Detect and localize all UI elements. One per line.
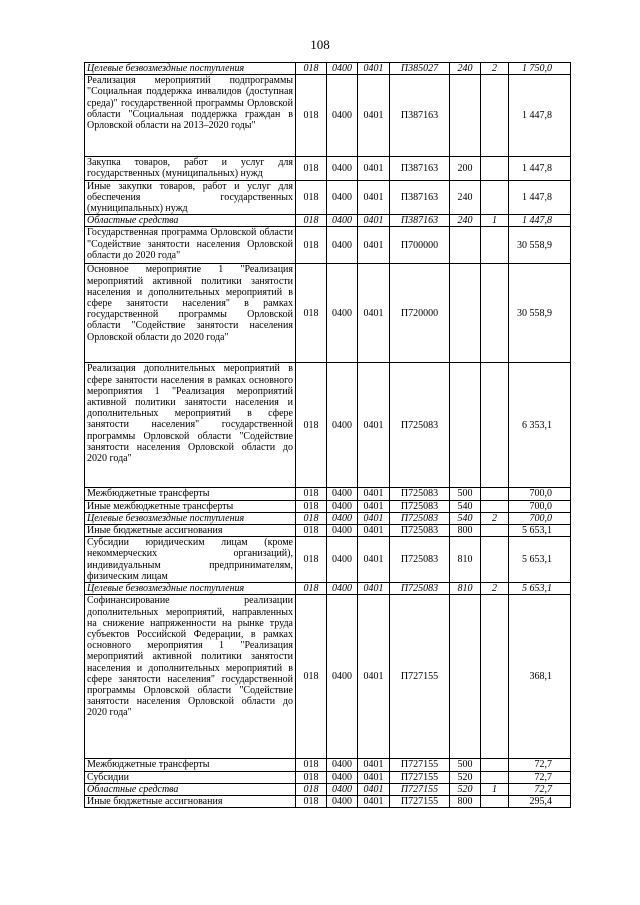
table-row: [85, 525, 571, 537]
row-name-cell: Целевые безвозмездные поступления: [85, 63, 296, 75]
target-article-cell: П725083: [390, 363, 450, 488]
expense-type-cell: 240: [450, 63, 481, 75]
ministry-code-cell: 018: [296, 157, 327, 180]
ministry-code-cell: 018: [296, 759, 327, 771]
ministry-code-cell: 018: [296, 215, 327, 227]
section-code-cell: 0400: [327, 488, 358, 500]
section-code-cell: 0400: [327, 264, 358, 363]
amount-cell: 1 750,0: [509, 63, 571, 75]
row-name-cell: Иные межбюджетные трансферты: [85, 500, 296, 512]
expense-type-cell: [450, 227, 481, 264]
budget-table: [84, 62, 571, 808]
expense-type-cell: 240: [450, 215, 481, 227]
table-row: [85, 215, 571, 227]
ministry-code-cell: 018: [296, 796, 327, 808]
amount-cell: 1 447,8: [509, 75, 571, 157]
amount-cell: 5 653,1: [509, 583, 571, 595]
source-code-cell: [481, 264, 509, 363]
subsection-code-cell: 0401: [358, 525, 390, 537]
subsection-code-cell: 0401: [358, 537, 390, 583]
target-article-cell: П385027: [390, 63, 450, 75]
target-article-cell: П387163: [390, 75, 450, 157]
source-code-cell: 2: [481, 63, 509, 75]
source-code-cell: [481, 500, 509, 512]
section-code-cell: 0400: [327, 525, 358, 537]
expense-type-cell: [450, 75, 481, 157]
row-name-cell: Иные бюджетные ассигнования: [85, 525, 296, 537]
ministry-code-cell: 018: [296, 227, 327, 264]
subsection-code-cell: 0401: [358, 264, 390, 363]
expense-type-cell: [450, 264, 481, 363]
table-row: [85, 796, 571, 808]
expense-type-cell: 200: [450, 157, 481, 180]
subsection-code-cell: 0401: [358, 771, 390, 783]
table-row: [85, 512, 571, 524]
target-article-cell: П700000: [390, 227, 450, 264]
row-name-cell: Целевые безвозмездные поступления: [85, 512, 296, 524]
row-name-cell: Софинансирование реализации дополнительных мероприятий, направленных на снижение напряженности на рынке труда субъектов Российской Федерации, в рамках основного мероприятия 1 "Реализация мероприятий активной политики занятости населения и дополнительных мероприятий в сфере занятости населения" государственной программы Орловской области "Содействие занятости населения Орловской области до 2020 года": [85, 595, 296, 759]
row-name-cell: Межбюджетные трансферты: [85, 759, 296, 771]
table-row: [85, 157, 571, 180]
ministry-code-cell: 018: [296, 595, 327, 759]
target-article-cell: П725083: [390, 488, 450, 500]
target-article-cell: П387163: [390, 157, 450, 180]
section-code-cell: 0400: [327, 227, 358, 264]
table-row: [85, 488, 571, 500]
source-code-cell: [481, 488, 509, 500]
section-code-cell: 0400: [327, 157, 358, 180]
target-article-cell: П725083: [390, 512, 450, 524]
row-name-cell: Субсидии: [85, 771, 296, 783]
source-code-cell: [481, 537, 509, 583]
row-name-cell: Основное мероприятие 1 "Реализация мероприятий активной политики занятости населения и дополнительных мероприятий в сфере занятости населения" в рамках государственной программы Орловской области "Содействие занятости населения Орловской области до 2020 года": [85, 264, 296, 363]
amount-cell: 368,1: [509, 595, 571, 759]
source-code-cell: [481, 771, 509, 783]
row-name-cell: Иные бюджетные ассигнования: [85, 796, 296, 808]
source-code-cell: [481, 157, 509, 180]
section-code-cell: 0400: [327, 512, 358, 524]
table-row: [85, 75, 571, 157]
table-row: [85, 264, 571, 363]
row-name-cell: Реализация дополнительных мероприятий в сфере занятости населения в рамках основного мероприятия 1 "Реализация мероприятий активной политики занятости населения и дополнительных мероприятий в сфере занятости населения" государственной программы Орловской области "Содействие занятости населения Орловской области до 2020 года": [85, 363, 296, 488]
amount-cell: 700,0: [509, 512, 571, 524]
table-row: [85, 783, 571, 795]
subsection-code-cell: 0401: [358, 215, 390, 227]
section-code-cell: 0400: [327, 759, 358, 771]
subsection-code-cell: 0401: [358, 512, 390, 524]
source-code-cell: [481, 227, 509, 264]
subsection-code-cell: 0401: [358, 63, 390, 75]
ministry-code-cell: 018: [296, 264, 327, 363]
subsection-code-cell: 0401: [358, 227, 390, 264]
amount-cell: 30 558,9: [509, 227, 571, 264]
amount-cell: 295,4: [509, 796, 571, 808]
source-code-cell: 1: [481, 215, 509, 227]
table-row: [85, 583, 571, 595]
source-code-cell: [481, 363, 509, 488]
source-code-cell: 1: [481, 783, 509, 795]
target-article-cell: П725083: [390, 583, 450, 595]
source-code-cell: [481, 796, 509, 808]
subsection-code-cell: 0401: [358, 488, 390, 500]
subsection-code-cell: 0401: [358, 157, 390, 180]
amount-cell: 1 447,8: [509, 180, 571, 215]
row-name-cell: Межбюджетные трансферты: [85, 488, 296, 500]
target-article-cell: П725083: [390, 525, 450, 537]
expense-type-cell: 540: [450, 500, 481, 512]
ministry-code-cell: 018: [296, 771, 327, 783]
section-code-cell: 0400: [327, 771, 358, 783]
table-row: [85, 363, 571, 488]
ministry-code-cell: 018: [296, 488, 327, 500]
target-article-cell: П720000: [390, 264, 450, 363]
ministry-code-cell: 018: [296, 783, 327, 795]
subsection-code-cell: 0401: [358, 75, 390, 157]
expense-type-cell: 810: [450, 537, 481, 583]
ministry-code-cell: 018: [296, 525, 327, 537]
ministry-code-cell: 018: [296, 512, 327, 524]
source-code-cell: [481, 75, 509, 157]
amount-cell: 72,7: [509, 759, 571, 771]
section-code-cell: 0400: [327, 537, 358, 583]
expense-type-cell: 800: [450, 796, 481, 808]
target-article-cell: П727155: [390, 796, 450, 808]
section-code-cell: 0400: [327, 583, 358, 595]
expense-type-cell: 500: [450, 759, 481, 771]
amount-cell: 72,7: [509, 771, 571, 783]
table-row: [85, 180, 571, 215]
target-article-cell: П727155: [390, 771, 450, 783]
ministry-code-cell: 018: [296, 180, 327, 215]
amount-cell: 1 447,8: [509, 157, 571, 180]
section-code-cell: 0400: [327, 63, 358, 75]
table-row: [85, 537, 571, 583]
row-name-cell: Областные средства: [85, 783, 296, 795]
ministry-code-cell: 018: [296, 500, 327, 512]
section-code-cell: 0400: [327, 363, 358, 488]
subsection-code-cell: 0401: [358, 783, 390, 795]
subsection-code-cell: 0401: [358, 180, 390, 215]
section-code-cell: 0400: [327, 595, 358, 759]
subsection-code-cell: 0401: [358, 363, 390, 488]
expense-type-cell: 520: [450, 783, 481, 795]
section-code-cell: 0400: [327, 180, 358, 215]
row-name-cell: Целевые безвозмездные поступления: [85, 583, 296, 595]
expense-type-cell: 500: [450, 488, 481, 500]
amount-cell: 700,0: [509, 488, 571, 500]
page-number: 108: [310, 37, 330, 52]
source-code-cell: [481, 525, 509, 537]
amount-cell: 30 558,9: [509, 264, 571, 363]
subsection-code-cell: 0401: [358, 796, 390, 808]
target-article-cell: П387163: [390, 180, 450, 215]
expense-type-cell: 540: [450, 512, 481, 524]
section-code-cell: 0400: [327, 783, 358, 795]
target-article-cell: П387163: [390, 215, 450, 227]
table-row: [85, 63, 571, 75]
ministry-code-cell: 018: [296, 537, 327, 583]
row-name-cell: Государственная программа Орловской области "Содействие занятости населения Орловской области до 2020 года": [85, 227, 296, 264]
subsection-code-cell: 0401: [358, 583, 390, 595]
target-article-cell: П727155: [390, 595, 450, 759]
row-name-cell: Закупка товаров, работ и услуг для государственных (муниципальных) нужд: [85, 157, 296, 180]
table-row: [85, 595, 571, 759]
row-name-cell: Реализация мероприятий подпрограммы "Социальная поддержка инвалидов (доступная среда)" государственной программы Орловской области "Социальная поддержка граждан в Орловской области на 2013–2020 годы": [85, 75, 296, 157]
table-row: [85, 500, 571, 512]
amount-cell: 1 447,8: [509, 215, 571, 227]
source-code-cell: [481, 180, 509, 215]
expense-type-cell: [450, 595, 481, 759]
expense-type-cell: [450, 363, 481, 488]
amount-cell: 72,7: [509, 783, 571, 795]
row-name-cell: Иные закупки товаров, работ и услуг для обеспечения государственных (муниципальных) нужд: [85, 180, 296, 215]
expense-type-cell: 810: [450, 583, 481, 595]
target-article-cell: П725083: [390, 537, 450, 583]
source-code-cell: [481, 759, 509, 771]
section-code-cell: 0400: [327, 75, 358, 157]
section-code-cell: 0400: [327, 500, 358, 512]
expense-type-cell: 520: [450, 771, 481, 783]
table-row: [85, 759, 571, 771]
section-code-cell: 0400: [327, 215, 358, 227]
source-code-cell: 2: [481, 583, 509, 595]
row-name-cell: Областные средства: [85, 215, 296, 227]
amount-cell: 5 653,1: [509, 525, 571, 537]
table-row: [85, 771, 571, 783]
ministry-code-cell: 018: [296, 63, 327, 75]
row-name-cell: Субсидии юридическим лицам (кроме некоммерческих организаций), индивидуальным предпринимателям, физическим лицам: [85, 537, 296, 583]
subsection-code-cell: 0401: [358, 500, 390, 512]
amount-cell: 6 353,1: [509, 363, 571, 488]
subsection-code-cell: 0401: [358, 759, 390, 771]
ministry-code-cell: 018: [296, 363, 327, 488]
ministry-code-cell: 018: [296, 583, 327, 595]
subsection-code-cell: 0401: [358, 595, 390, 759]
expense-type-cell: 240: [450, 180, 481, 215]
expense-type-cell: 800: [450, 525, 481, 537]
target-article-cell: П727155: [390, 759, 450, 771]
source-code-cell: 2: [481, 512, 509, 524]
target-article-cell: П725083: [390, 500, 450, 512]
section-code-cell: 0400: [327, 796, 358, 808]
amount-cell: 700,0: [509, 500, 571, 512]
source-code-cell: [481, 595, 509, 759]
table-row: [85, 227, 571, 264]
target-article-cell: П727155: [390, 783, 450, 795]
amount-cell: 5 653,1: [509, 537, 571, 583]
ministry-code-cell: 018: [296, 75, 327, 157]
